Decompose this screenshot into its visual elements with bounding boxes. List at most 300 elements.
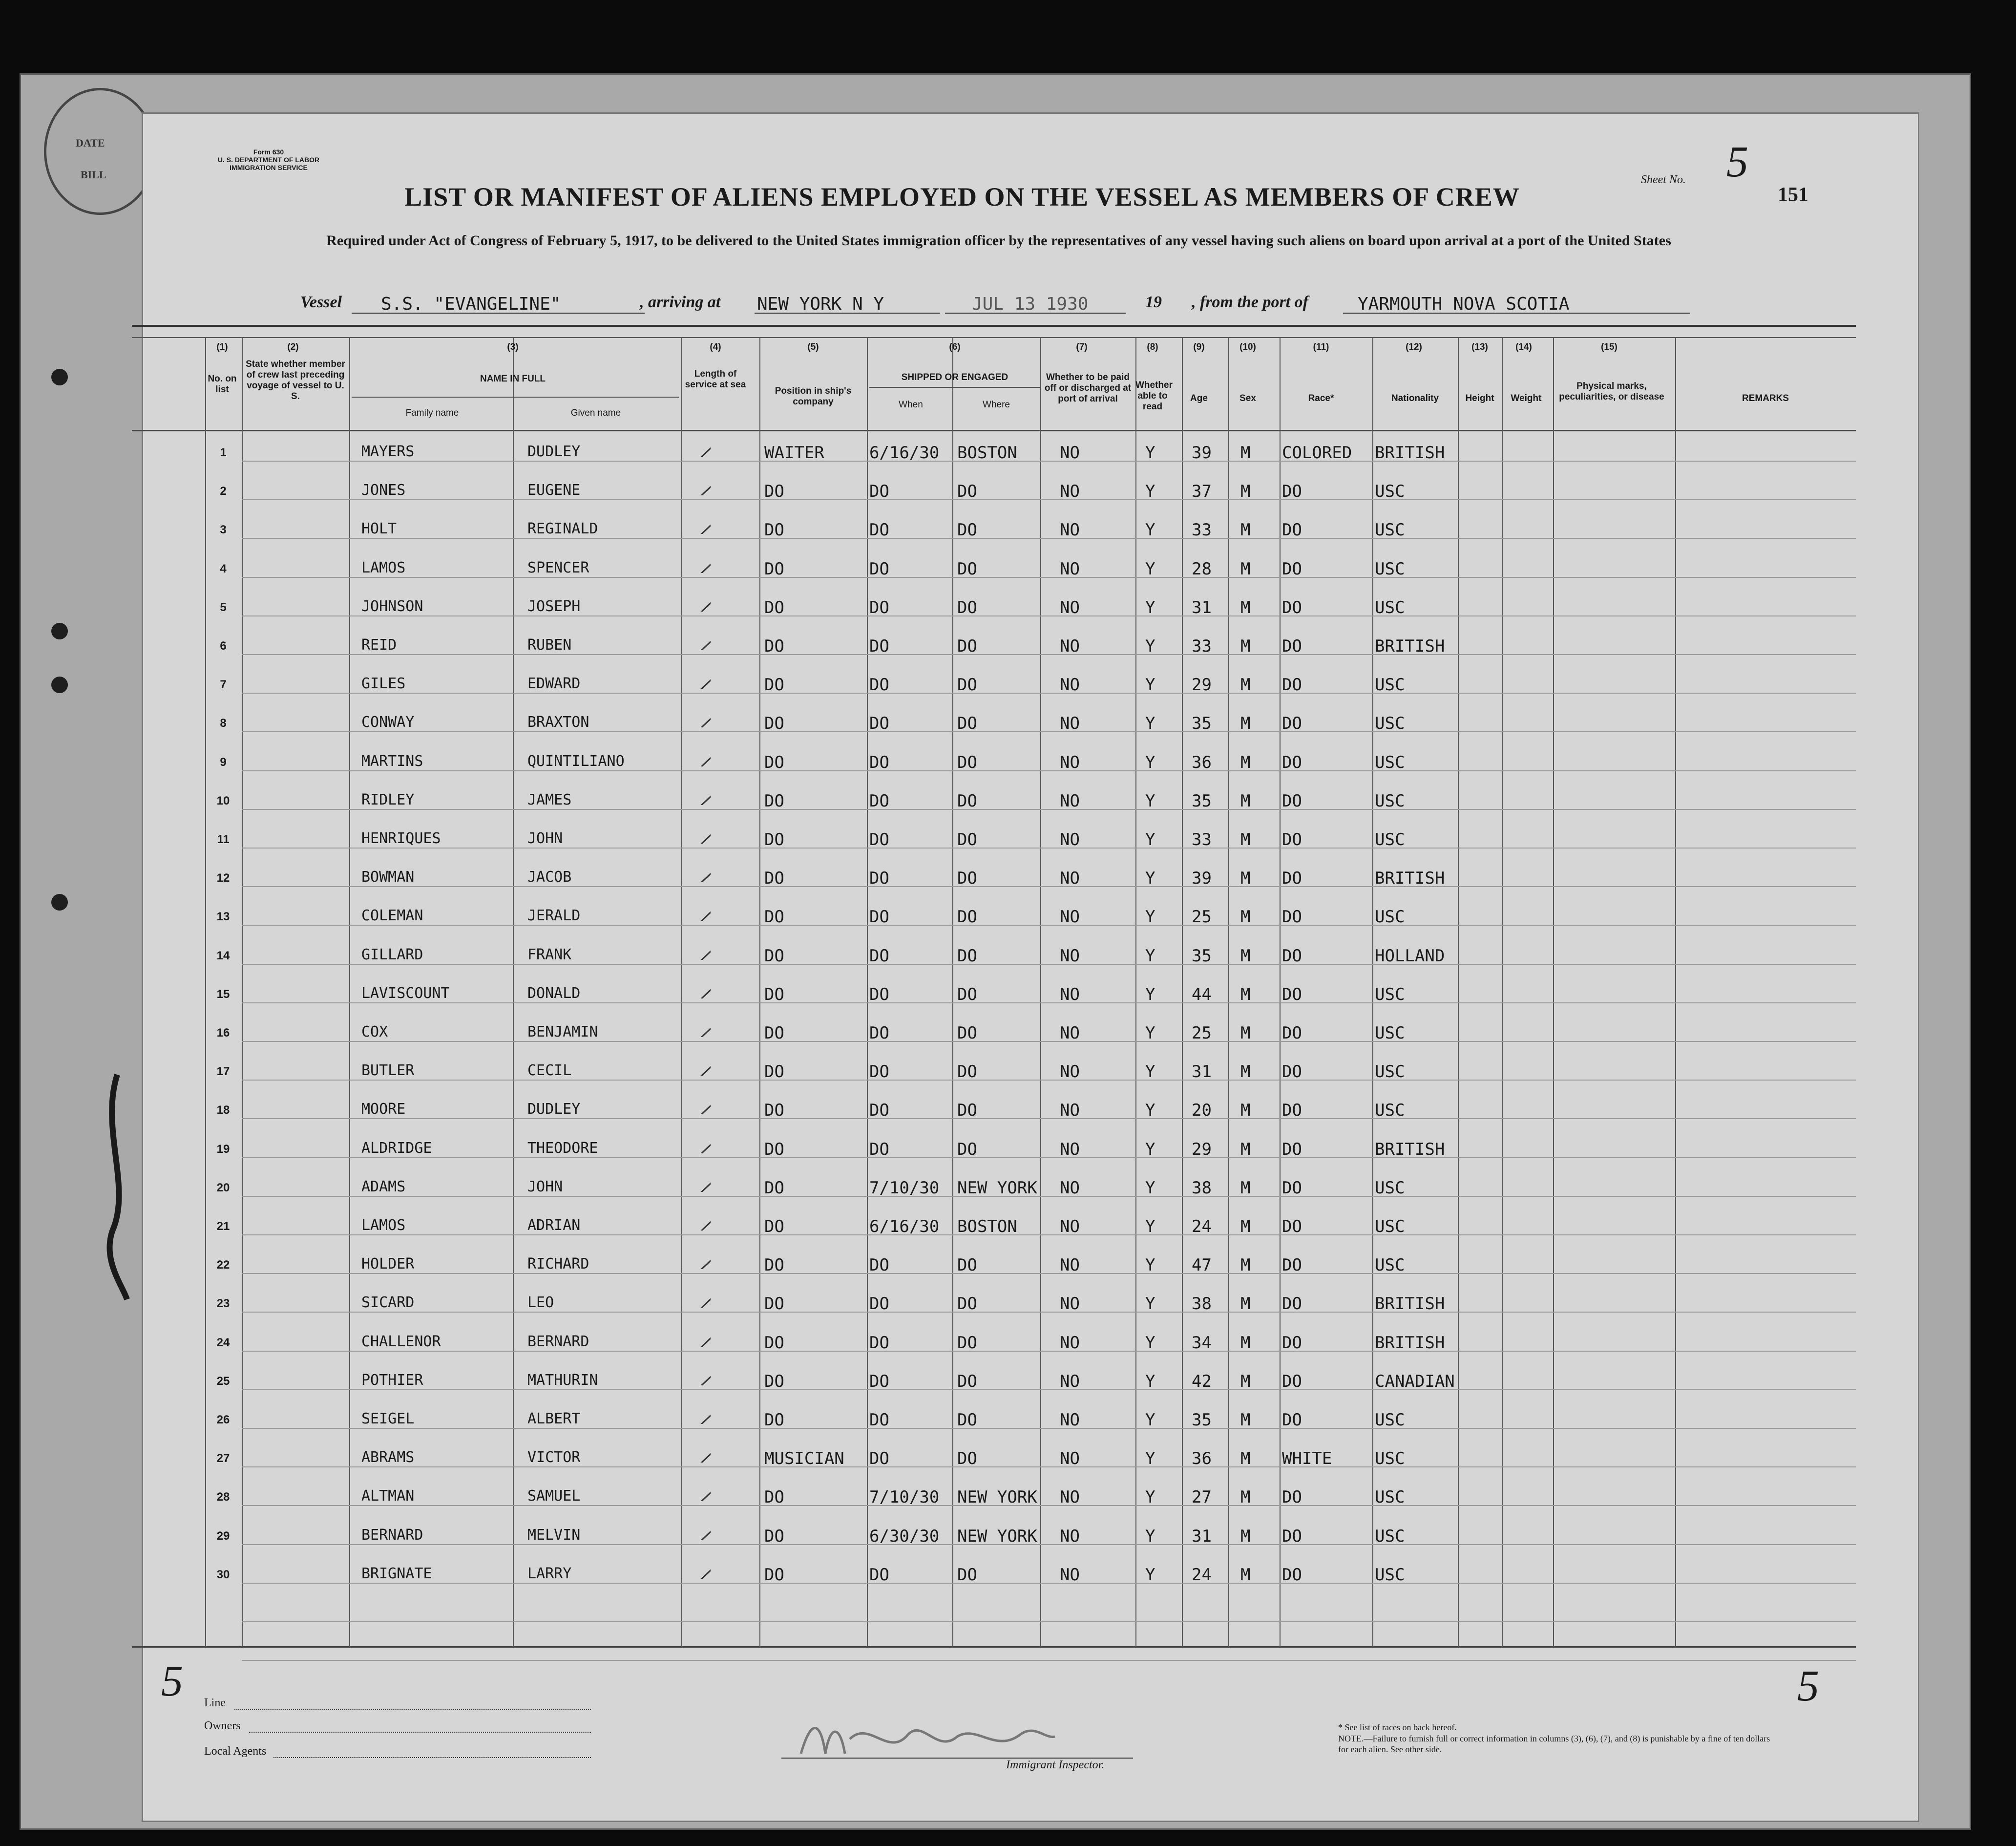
- row-number-cell: 27: [216, 1452, 230, 1465]
- row-divider: [242, 809, 1856, 810]
- nationality-cell: USC: [1375, 753, 1405, 772]
- row-divider: [242, 1660, 1856, 1661]
- age-cell: 29: [1192, 1140, 1212, 1159]
- shipped-when-cell: 6/30/30: [869, 1527, 940, 1546]
- check-mark: [676, 1356, 711, 1385]
- given-name-cell: LARRY: [527, 1565, 572, 1582]
- check-mark: [676, 698, 711, 727]
- position-cell: DO: [764, 830, 784, 849]
- row-number-cell: 11: [217, 833, 230, 846]
- date-bill-stamp: [44, 88, 156, 215]
- paid-off-cell: NO: [1060, 482, 1080, 501]
- row-divider: [242, 1505, 1856, 1506]
- age-cell: 33: [1192, 520, 1212, 540]
- punch-hole: [51, 894, 68, 911]
- punch-hole: [51, 623, 68, 639]
- shipped-when-cell: DO: [869, 1372, 889, 1391]
- race-cell: DO: [1282, 1410, 1302, 1430]
- paid-off-cell: NO: [1060, 1410, 1080, 1430]
- sex-cell: M: [1240, 1101, 1251, 1120]
- arriving-label: , arriving at: [640, 293, 721, 311]
- shipped-where-cell: DO: [957, 637, 977, 656]
- col9-header: Age: [1190, 393, 1208, 403]
- able-to-read-cell: Y: [1145, 1140, 1155, 1159]
- sex-cell: M: [1240, 907, 1251, 927]
- row-number-cell: 21: [216, 1220, 230, 1233]
- family-name-cell: HENRIQUES: [361, 830, 441, 847]
- inspector-label: Immigrant Inspector.: [1006, 1759, 1105, 1771]
- race-cell: DO: [1282, 637, 1302, 656]
- from-port-label: , from the port of: [1192, 293, 1308, 311]
- column-divider: [1182, 337, 1183, 1647]
- shipped-when-cell: DO: [869, 675, 889, 695]
- shipped-where-cell: DO: [957, 869, 977, 888]
- shipped-when-cell: DO: [869, 520, 889, 540]
- col12-no: (12): [1406, 342, 1422, 352]
- shipped-when-cell: DO: [869, 791, 889, 811]
- page-title: LIST OR MANIFEST OF ALIENS EMPLOYED ON THE VESSEL AS MEMBERS OF CREW: [404, 182, 1520, 212]
- age-cell: 35: [1192, 714, 1212, 733]
- position-cell: DO: [764, 1023, 784, 1043]
- check-mark: [676, 891, 711, 921]
- row-divider: [242, 886, 1856, 887]
- check-mark: [676, 1278, 711, 1308]
- sex-cell: M: [1240, 946, 1251, 966]
- position-cell: MUSICIAN: [764, 1449, 844, 1468]
- nationality-cell: BRITISH: [1375, 637, 1445, 656]
- race-cell: DO: [1282, 598, 1302, 617]
- check-mark: [676, 969, 711, 998]
- able-to-read-cell: Y: [1145, 1023, 1155, 1043]
- sex-cell: M: [1240, 869, 1251, 888]
- sex-cell: M: [1240, 675, 1251, 695]
- family-name-cell: ADAMS: [361, 1178, 406, 1195]
- able-to-read-cell: Y: [1145, 1062, 1155, 1082]
- row-divider: [242, 538, 1856, 539]
- able-to-read-cell: Y: [1145, 1217, 1155, 1236]
- nationality-cell: HOLLAND: [1375, 946, 1445, 966]
- able-to-read-cell: Y: [1145, 598, 1155, 617]
- column-divider: [513, 337, 514, 1647]
- family-name-cell: REID: [361, 637, 397, 654]
- binding-string: [98, 1070, 137, 1304]
- check-mark: [676, 427, 711, 457]
- position-cell: DO: [764, 1217, 784, 1236]
- race-cell: DO: [1282, 559, 1302, 579]
- sex-cell: M: [1240, 1487, 1251, 1507]
- shipped-where-cell: DO: [957, 1410, 977, 1430]
- sex-cell: M: [1240, 985, 1251, 1004]
- row-divider: [242, 1273, 1856, 1274]
- family-name-cell: POTHIER: [361, 1372, 423, 1389]
- shipped-when-cell: DO: [869, 1140, 889, 1159]
- row-number-cell: 7: [220, 678, 227, 691]
- sex-cell: M: [1240, 598, 1251, 617]
- given-name-cell: JERALD: [527, 907, 581, 924]
- row-divider: [242, 1583, 1856, 1584]
- shipped-when-cell: DO: [869, 753, 889, 772]
- shipped-when-cell: DO: [869, 714, 889, 733]
- given-name-cell: SAMUEL: [527, 1487, 581, 1505]
- row-divider: [242, 1312, 1856, 1313]
- penalty-note: NOTE.—Failure to furnish full or correct information in columns (3), (6), (7), and (8) is punishable by a fine of ten dollars for each alien. See other side.: [1338, 1734, 1770, 1754]
- paid-off-cell: NO: [1060, 637, 1080, 656]
- row-number-cell: 6: [220, 639, 227, 653]
- col10-no: (10): [1239, 342, 1256, 352]
- paid-off-cell: NO: [1060, 1062, 1080, 1082]
- paid-off-cell: NO: [1060, 1372, 1080, 1391]
- row-number-cell: 16: [216, 1026, 230, 1040]
- shipped-where-cell: DO: [957, 791, 977, 811]
- sex-cell: M: [1240, 1333, 1251, 1353]
- nationality-cell: USC: [1375, 1449, 1405, 1468]
- age-cell: 31: [1192, 1062, 1212, 1082]
- check-mark: [676, 621, 711, 650]
- given-name-cell: RICHARD: [527, 1255, 589, 1273]
- able-to-read-cell: Y: [1145, 946, 1155, 966]
- shipped-when-cell: DO: [869, 482, 889, 501]
- family-name-cell: MOORE: [361, 1101, 406, 1118]
- given-name-cell: MELVIN: [527, 1527, 581, 1544]
- remarks-header: REMARKS: [1742, 393, 1789, 403]
- row-number-cell: 15: [216, 988, 230, 1001]
- table-bottom-rule: [132, 1646, 1856, 1648]
- row-number-cell: 19: [216, 1143, 230, 1156]
- row-divider: [242, 615, 1856, 616]
- shipped-when-cell: 7/10/30: [869, 1178, 940, 1198]
- shipped-when-cell: DO: [869, 869, 889, 888]
- column-divider: [1553, 337, 1554, 1647]
- nationality-cell: USC: [1375, 1101, 1405, 1120]
- age-cell: 25: [1192, 1023, 1212, 1043]
- age-cell: 35: [1192, 946, 1212, 966]
- line-label: Line: [204, 1697, 226, 1709]
- check-mark: [676, 466, 711, 495]
- row-divider: [242, 693, 1856, 694]
- shipped-where-cell: DO: [957, 520, 977, 540]
- family-name-cell: GILLARD: [361, 946, 423, 963]
- shipped-when-cell: DO: [869, 830, 889, 849]
- family-name-cell: LAMOS: [361, 559, 406, 576]
- able-to-read-cell: Y: [1145, 985, 1155, 1004]
- age-cell: 37: [1192, 482, 1212, 501]
- shipped-where-cell: DO: [957, 1101, 977, 1120]
- age-cell: 35: [1192, 791, 1212, 811]
- position-cell: DO: [764, 1565, 784, 1585]
- row-divider: [242, 1428, 1856, 1429]
- position-cell: DO: [764, 985, 784, 1004]
- paid-off-cell: NO: [1060, 1449, 1080, 1468]
- shipped-where-cell: DO: [957, 1372, 977, 1391]
- paid-off-cell: NO: [1060, 791, 1080, 811]
- race-cell: DO: [1282, 520, 1302, 540]
- shipped-where-cell: DO: [957, 907, 977, 927]
- row-divider: [242, 731, 1856, 732]
- nationality-cell: USC: [1375, 675, 1405, 695]
- shipped-when-cell: DO: [869, 907, 889, 927]
- given-name-cell: CECIL: [527, 1062, 572, 1079]
- position-cell: DO: [764, 1255, 784, 1275]
- age-cell: 39: [1192, 443, 1212, 463]
- sex-cell: M: [1240, 1294, 1251, 1314]
- shipped-when-cell: DO: [869, 1449, 889, 1468]
- nationality-cell: USC: [1375, 907, 1405, 927]
- paid-off-cell: NO: [1060, 1101, 1080, 1120]
- given-name-cell: RUBEN: [527, 637, 572, 654]
- nationality-cell: USC: [1375, 1410, 1405, 1430]
- nationality-cell: USC: [1375, 1062, 1405, 1082]
- sex-cell: M: [1240, 443, 1251, 463]
- row-divider: [242, 1389, 1856, 1390]
- col2-header: State whether member of crew last preceding voyage of vessel to U. S.: [246, 359, 345, 402]
- col1-header: No. on list: [208, 374, 237, 395]
- col4-no: (4): [710, 342, 721, 352]
- row-number-cell: 28: [216, 1490, 230, 1504]
- age-cell: 35: [1192, 1410, 1212, 1430]
- able-to-read-cell: Y: [1145, 753, 1155, 772]
- position-cell: DO: [764, 1527, 784, 1546]
- family-name-cell: GILES: [361, 675, 406, 692]
- sex-cell: M: [1240, 1255, 1251, 1275]
- row-number-cell: 26: [216, 1413, 230, 1426]
- paid-off-cell: NO: [1060, 946, 1080, 966]
- race-cell: DO: [1282, 482, 1302, 501]
- col11-no: (11): [1313, 342, 1329, 352]
- row-number-cell: 23: [216, 1297, 230, 1310]
- race-cell: DO: [1282, 1565, 1302, 1585]
- col13-no: (13): [1471, 342, 1488, 352]
- nationality-cell: USC: [1375, 1527, 1405, 1546]
- family-name-cell: LAVISCOUNT: [361, 985, 450, 1002]
- sex-cell: M: [1240, 1140, 1251, 1159]
- race-cell: DO: [1282, 1023, 1302, 1043]
- able-to-read-cell: Y: [1145, 637, 1155, 656]
- nationality-cell: USC: [1375, 559, 1405, 579]
- race-cell: COLORED: [1282, 443, 1352, 463]
- column-divider: [952, 337, 953, 1647]
- sex-cell: M: [1240, 1372, 1251, 1391]
- shipped-where-cell: DO: [957, 1565, 977, 1585]
- given-name-cell: QUINTILIANO: [527, 753, 625, 770]
- row-number-cell: 2: [220, 485, 227, 498]
- age-cell: 24: [1192, 1217, 1212, 1236]
- position-cell: DO: [764, 637, 784, 656]
- nationality-cell: BRITISH: [1375, 1294, 1445, 1314]
- paid-off-cell: NO: [1060, 985, 1080, 1004]
- paid-off-cell: NO: [1060, 1294, 1080, 1314]
- family-name-cell: SEIGEL: [361, 1410, 415, 1427]
- sex-cell: M: [1240, 830, 1251, 849]
- nationality-cell: USC: [1375, 830, 1405, 849]
- able-to-read-cell: Y: [1145, 1449, 1155, 1468]
- shipped-where-cell: DO: [957, 1062, 977, 1082]
- shipped-where-cell: DO: [957, 559, 977, 579]
- header-bottom-rule: [132, 430, 1856, 431]
- position-cell: WAITER: [764, 443, 824, 463]
- shipped-when-cell: DO: [869, 1101, 889, 1120]
- race-cell: DO: [1282, 1294, 1302, 1314]
- nationality-cell: BRITISH: [1375, 1140, 1445, 1159]
- row-divider: [242, 654, 1856, 655]
- row-divider: [242, 577, 1856, 578]
- column-divider: [867, 337, 868, 1647]
- row-number-cell: 14: [216, 949, 230, 962]
- shipped-where-cell: DO: [957, 1023, 977, 1043]
- check-mark: [676, 1549, 711, 1579]
- able-to-read-cell: Y: [1145, 443, 1155, 463]
- check-mark: [676, 1511, 711, 1540]
- check-mark: [676, 1124, 711, 1153]
- age-cell: 38: [1192, 1294, 1212, 1314]
- paid-off-cell: NO: [1060, 907, 1080, 927]
- check-mark: [676, 1395, 711, 1424]
- shipped-when-cell: DO: [869, 1333, 889, 1353]
- left-sheet-mark: 5: [161, 1657, 183, 1705]
- given-name-cell: SPENCER: [527, 559, 589, 576]
- from-port: YARMOUTH NOVA SCOTIA: [1358, 294, 1570, 314]
- check-mark: [676, 776, 711, 805]
- col11-header: Race*: [1308, 393, 1334, 403]
- stamp-bill-text: BILL: [81, 169, 106, 181]
- shipped-where-cell: BOSTON: [957, 443, 1017, 463]
- shipped-when-cell: DO: [869, 598, 889, 617]
- shipped-where-cell: DO: [957, 598, 977, 617]
- family-name-cell: JOHNSON: [361, 598, 423, 615]
- shipped-where-cell: NEW YORK: [957, 1178, 1037, 1198]
- able-to-read-cell: Y: [1145, 1333, 1155, 1353]
- shipped-when-cell: DO: [869, 985, 889, 1004]
- row-divider: [242, 461, 1856, 462]
- row-divider: [242, 1118, 1856, 1119]
- sex-cell: M: [1240, 753, 1251, 772]
- position-cell: DO: [764, 1333, 784, 1353]
- nationality-cell: USC: [1375, 985, 1405, 1004]
- row-divider: [242, 1002, 1856, 1003]
- position-cell: DO: [764, 1372, 784, 1391]
- position-cell: DO: [764, 753, 784, 772]
- age-cell: 36: [1192, 753, 1212, 772]
- sex-cell: M: [1240, 1410, 1251, 1430]
- paid-off-cell: NO: [1060, 1527, 1080, 1546]
- row-divider: [242, 1041, 1856, 1042]
- position-cell: DO: [764, 1487, 784, 1507]
- check-mark: [676, 1472, 711, 1501]
- age-cell: 33: [1192, 830, 1212, 849]
- able-to-read-cell: Y: [1145, 714, 1155, 733]
- position-cell: DO: [764, 1140, 784, 1159]
- position-cell: DO: [764, 598, 784, 617]
- row-number-cell: 12: [216, 871, 230, 885]
- sex-cell: M: [1240, 1178, 1251, 1198]
- check-mark: [676, 1085, 711, 1114]
- family-name-cell: CONWAY: [361, 714, 415, 731]
- row-number-cell: 22: [216, 1258, 230, 1272]
- shipped-when-cell: DO: [869, 1410, 889, 1430]
- race-cell: DO: [1282, 1527, 1302, 1546]
- row-number-cell: 10: [216, 794, 230, 807]
- given-name-cell: ADRIAN: [527, 1217, 581, 1234]
- race-cell: DO: [1282, 1062, 1302, 1082]
- row-number-cell: 30: [216, 1568, 230, 1581]
- age-cell: 36: [1192, 1449, 1212, 1468]
- row-number-cell: 4: [220, 562, 227, 575]
- race-cell: DO: [1282, 985, 1302, 1004]
- shipped-where-cell: NEW YORK: [957, 1527, 1037, 1546]
- shipped-where-cell: BOSTON: [957, 1217, 1017, 1236]
- right-sheet-mark: 5: [1797, 1662, 1819, 1710]
- nationality-cell: BRITISH: [1375, 869, 1445, 888]
- vessel-label: Vessel: [300, 293, 342, 311]
- able-to-read-cell: Y: [1145, 830, 1155, 849]
- age-cell: 33: [1192, 637, 1212, 656]
- col3-no: (3): [507, 342, 519, 352]
- race-cell: DO: [1282, 830, 1302, 849]
- able-to-read-cell: Y: [1145, 520, 1155, 540]
- check-mark: [676, 505, 711, 534]
- check-mark: [676, 931, 711, 960]
- race-cell: DO: [1282, 946, 1302, 966]
- shipped-when-cell: DO: [869, 946, 889, 966]
- position-cell: DO: [764, 1294, 784, 1314]
- col5-header: Position in ship's company: [775, 386, 852, 407]
- position-cell: DO: [764, 714, 784, 733]
- position-cell: DO: [764, 1410, 784, 1430]
- age-cell: 42: [1192, 1372, 1212, 1391]
- shipped-when-cell: DO: [869, 637, 889, 656]
- family-name-cell: BOWMAN: [361, 869, 415, 886]
- age-cell: 44: [1192, 985, 1212, 1004]
- family-name-cell: SICARD: [361, 1294, 415, 1311]
- age-cell: 29: [1192, 675, 1212, 695]
- paid-off-cell: NO: [1060, 1140, 1080, 1159]
- nationality-cell: USC: [1375, 520, 1405, 540]
- family-name-cell: LAMOS: [361, 1217, 406, 1234]
- able-to-read-cell: Y: [1145, 1255, 1155, 1275]
- row-divider: [242, 848, 1856, 849]
- subtitle: Required under Act of Congress of February 5, 1917, to be delivered to the United States immigration officer by the representatives of any vessel having such aliens on board upon arrival at a port of the United States: [326, 233, 1671, 249]
- sex-cell: M: [1240, 482, 1251, 501]
- row-number-cell: 9: [220, 756, 227, 769]
- race-cell: DO: [1282, 791, 1302, 811]
- col4-header: Length of service at sea: [685, 369, 746, 390]
- sex-cell: M: [1240, 1217, 1251, 1236]
- row-divider: [242, 1080, 1856, 1081]
- arriving-port: NEW YORK N Y: [757, 294, 884, 314]
- paid-off-cell: NO: [1060, 443, 1080, 463]
- sex-cell: M: [1240, 637, 1251, 656]
- family-name-cell: BERNARD: [361, 1527, 423, 1544]
- able-to-read-cell: Y: [1145, 1410, 1155, 1430]
- able-to-read-cell: Y: [1145, 907, 1155, 927]
- table-top-rule: [132, 325, 1856, 327]
- year-label: 19: [1145, 293, 1162, 311]
- race-cell: DO: [1282, 907, 1302, 927]
- paid-off-cell: NO: [1060, 1333, 1080, 1353]
- able-to-read-cell: Y: [1145, 1178, 1155, 1198]
- paid-off-cell: NO: [1060, 714, 1080, 733]
- column-divider: [1228, 337, 1229, 1647]
- family-name-cell: CHALLENOR: [361, 1333, 441, 1350]
- paid-off-cell: NO: [1060, 1023, 1080, 1043]
- given-name-cell: REGINALD: [527, 520, 598, 537]
- sex-cell: M: [1240, 791, 1251, 811]
- family-name-cell: ALTMAN: [361, 1487, 415, 1505]
- paid-off-cell: NO: [1060, 598, 1080, 617]
- row-number-cell: 25: [216, 1375, 230, 1388]
- arrival-date-stamp: JUL 13 1930: [972, 294, 1089, 314]
- race-cell: DO: [1282, 1178, 1302, 1198]
- given-name-cell: EUGENE: [527, 482, 581, 499]
